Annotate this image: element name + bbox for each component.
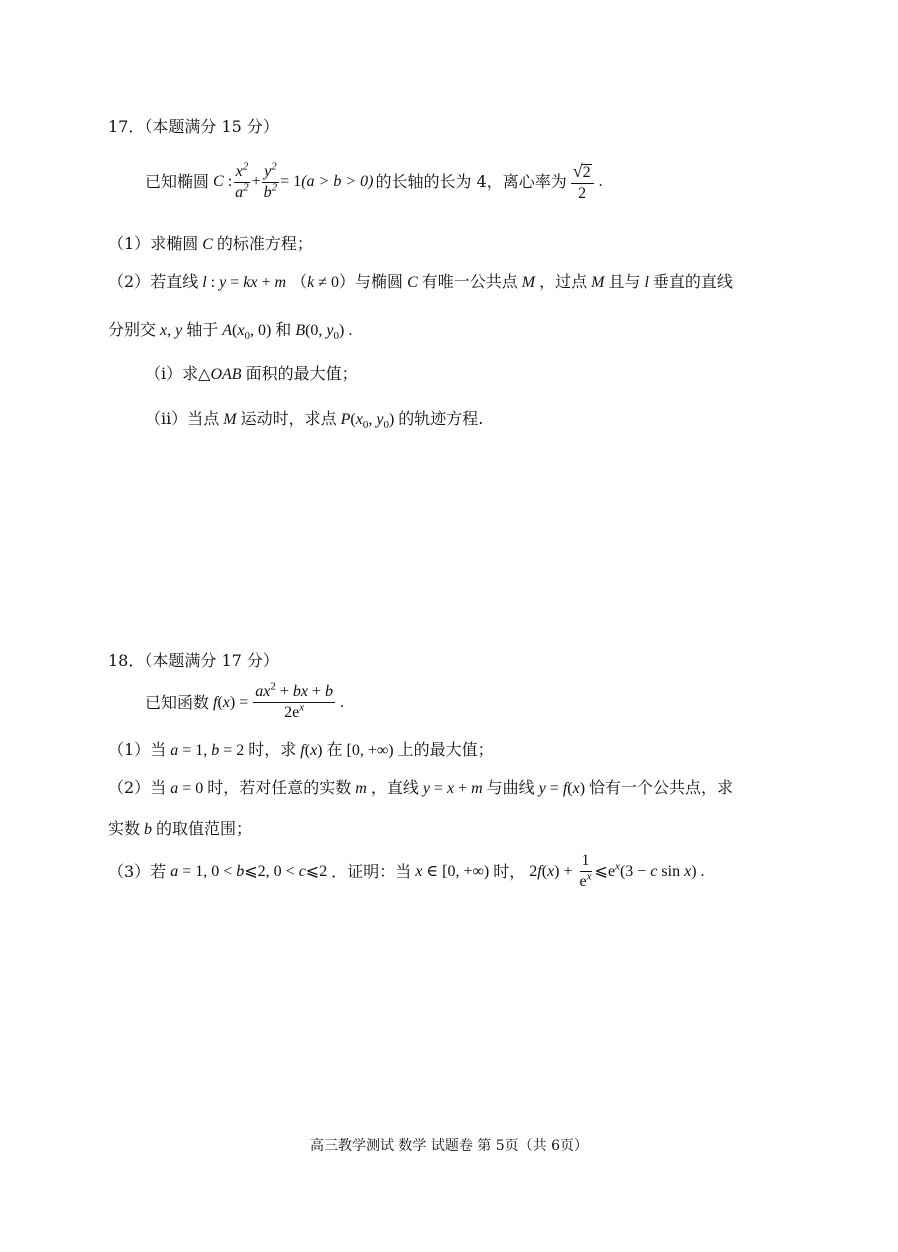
q18-header: 18．（本题满分 17 分） xyxy=(108,651,279,670)
q17-sub1-text-b: 面积的最大值； xyxy=(245,364,358,383)
q17-intro-mid: 的长轴的长为 4，离心率为 xyxy=(375,172,567,191)
q18-part2-cont-text-b: 的取值范围； xyxy=(156,819,253,838)
q18-part2-label: （2） xyxy=(108,778,151,797)
q17-part2-text-f: 垂直的直线 xyxy=(652,272,733,291)
q18-part1-text-d: 上的最大值； xyxy=(397,740,494,759)
q18-part3-text: 若 xyxy=(150,861,167,881)
q18-part1-text: 当 xyxy=(150,740,167,759)
q17-part1-text2: 的标准方程； xyxy=(216,234,313,253)
q18-part2-cont-text: 实数 xyxy=(108,819,141,838)
q17-sub2: （ii）当点 M 运动时，求点 $P(x_0$, $y_0$) 的轨迹方程. xyxy=(145,409,484,432)
q17-part2-label: （2） xyxy=(108,272,151,291)
q17-part2-cont-text-c: 和 xyxy=(275,320,292,339)
q17-part2-text: 若直线 xyxy=(150,272,199,291)
page-footer: 高三教学测试 数学 试题卷 第 5页（共 6页） xyxy=(309,1138,589,1154)
q18-intro-prefix: 已知函数 xyxy=(145,692,210,712)
q17-condition: (a > b > 0) xyxy=(301,173,374,190)
q18-part2-text-d: 与曲线 xyxy=(486,778,535,797)
q17-header: 17．（本题满分 15 分） xyxy=(108,117,279,136)
q17-intro-prefix: 已知椭圆 xyxy=(145,172,210,191)
q17-sub2-text-b: 运动时，求点 xyxy=(240,409,337,428)
q17-sub1-text: 求 xyxy=(182,364,199,383)
q18-part2-text: 当 xyxy=(150,778,167,797)
q17-part1-text: 求椭圆 xyxy=(150,234,199,253)
eccentricity-value: $\frac{√2}{2}$ xyxy=(571,162,594,202)
q18-part2-cont: 实数 b 的取值范围； xyxy=(108,819,253,838)
q17-part2-text-e: 且与 xyxy=(608,272,641,291)
q17-part2-text-d: ，过点 xyxy=(539,272,588,291)
q17-intro: 已知椭圆 C : $\frac{x^2}{a^2}$ + $\frac{y^2}{b^2}$ = 1 (a > b > 0) 的长轴的长为 4，离心率为 $\frac{√2}{2}$ . xyxy=(145,160,603,202)
q18-part3-label: （3） xyxy=(108,861,151,881)
q17-sub1-label: （i） xyxy=(145,364,183,383)
fraction-y2-b2: $\frac{y^2}{b^2}$ xyxy=(263,160,278,201)
q17-part1-label: （1） xyxy=(108,234,151,253)
q17-sub2-text: 当点 xyxy=(187,409,220,428)
q18-part1-text-b: 时，求 xyxy=(248,740,297,759)
reciprocal-ex-fraction: $\frac{1}{e^x}$ xyxy=(579,852,592,890)
q17-part2-cont-text-b: 轴于 xyxy=(186,320,219,339)
q18-part2-text-b: 时，若对任意的实数 xyxy=(207,778,352,797)
q18-part3-text-b: ．证明：当 xyxy=(331,861,412,881)
q18-part1-label: （1） xyxy=(108,740,151,759)
q18-part2-text-c: ，直线 xyxy=(370,778,419,797)
function-fraction: $\frac{ax^2 + bx + b}{2e^x}$ xyxy=(255,680,334,721)
q18-part2: （2）当 a = 0 时，若对任意的实数 m ，直线 y = x + m 与曲线 y = f(x) 恰有一个公共点，求 xyxy=(108,778,734,797)
q18-part3: （3） 若 a = 1, 0 < b⩽2, 0 < c⩽2 ．证明：当 x ∈ [0, +∞) 时， 2f(x) + $\frac{1}{e^x}$ $⩽e^x(3 - c$ sin x) . xyxy=(108,852,705,890)
q18-part1: （1）当 a = 1, b = 2 时，求 f(x) 在 [0, +∞) 上的最大值； xyxy=(108,740,494,759)
q18-part2-text-e: 恰有一个公共点，求 xyxy=(589,778,734,797)
q18-intro: 已知函数 f(x) = $\frac{ax^2 + bx + b}{2e^x}$ . xyxy=(145,680,345,721)
q17-part1: （1）求椭圆 C 的标准方程； xyxy=(108,234,313,253)
q17-part2: （2）若直线 l : y = kx + m （k ≠ 0）与椭圆 C 有唯一公共点 M ，过点 M 且与 l 垂直的直线 xyxy=(108,272,733,291)
q17-part2-text-b: 与椭圆 xyxy=(355,272,404,291)
q17-part2-cont: 分别交 x, y 轴于 $A(x_0$, 0) 和 B(0, $y_0$) . xyxy=(108,320,353,343)
q17-part2-text-c: 有唯一公共点 xyxy=(421,272,518,291)
q17-sub2-label: （ii） xyxy=(145,409,188,428)
ellipse-equation: C xyxy=(209,173,224,190)
fraction-x2-a2: $\frac{x^2}{a^2}$ xyxy=(235,160,249,201)
q18-part1-text-c: 在 xyxy=(326,740,343,759)
q17-sub2-text-c: 的轨迹方程. xyxy=(398,409,484,428)
q17-sub1: （i）求△OAB 面积的最大值； xyxy=(145,364,358,383)
q18-part3-text-c: 时， xyxy=(493,861,526,881)
q17-part2-cont-text: 分别交 xyxy=(108,320,157,339)
